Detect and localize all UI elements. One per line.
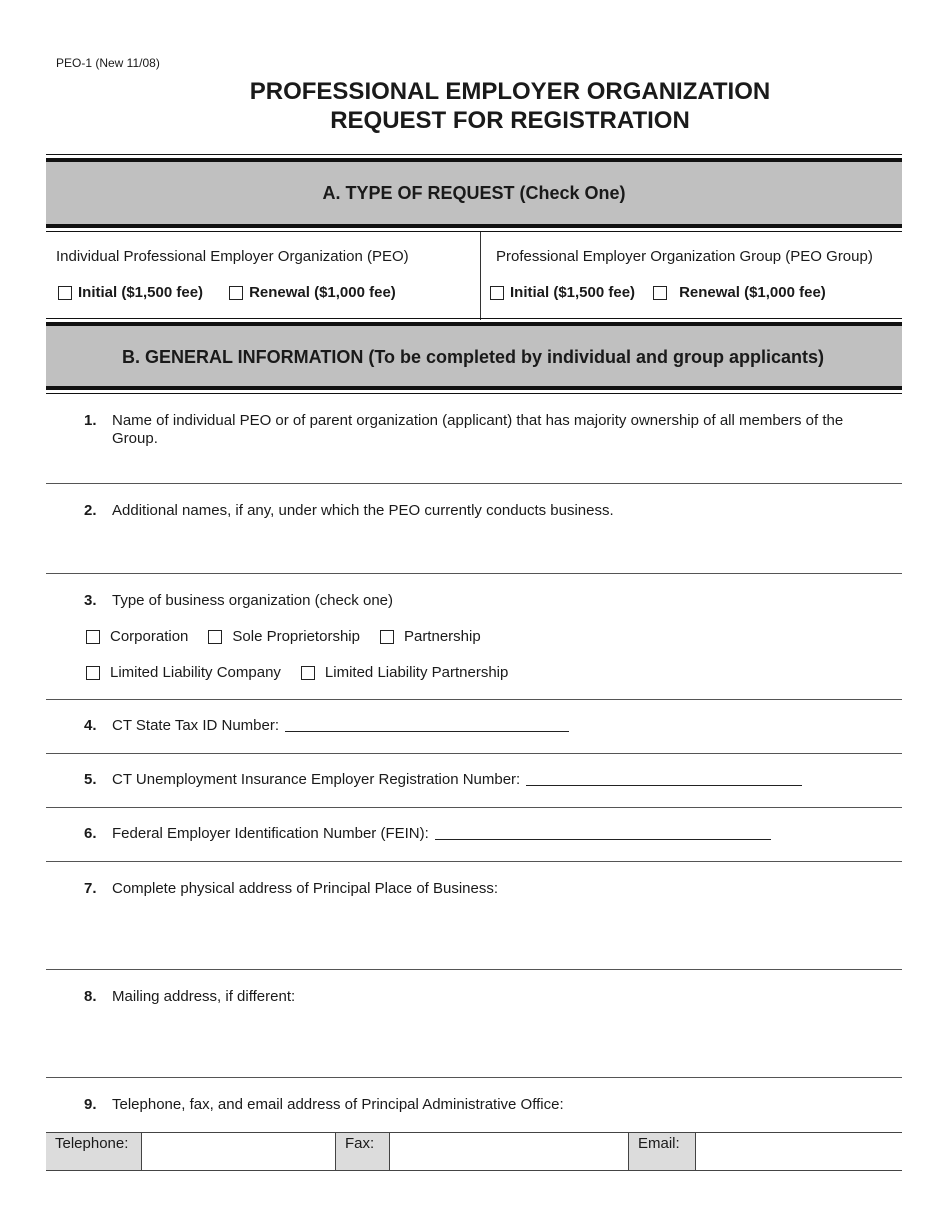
group-initial-option[interactable] xyxy=(490,284,635,301)
item-5 xyxy=(84,771,802,789)
item-1-text: Name of individual PEO or of parent organization (applicant) that has majority ownership of all members of the Group. xyxy=(112,412,844,447)
individual-peo-options xyxy=(58,284,396,301)
divider-4 xyxy=(46,753,902,754)
item-9-text: Telephone, fax, and email address of Principal Administrative Office: xyxy=(112,1096,564,1113)
org-type-llp[interactable] xyxy=(301,664,508,681)
fein-input[interactable] xyxy=(435,825,771,840)
divider-8 xyxy=(46,1077,902,1078)
item-8-number: 8. xyxy=(84,988,97,1005)
group-peo-heading: Professional Employer Organization Group (PEO Group) xyxy=(496,248,873,265)
telephone-input[interactable] xyxy=(142,1133,336,1170)
partnership-label: Partnership xyxy=(403,628,481,645)
group-renewal-checkbox[interactable] xyxy=(653,286,667,300)
individual-initial-option[interactable] xyxy=(58,284,203,301)
llp-checkbox[interactable] xyxy=(301,666,315,680)
divider-5 xyxy=(46,807,902,808)
fax-label: Fax: xyxy=(336,1133,390,1170)
column-divider xyxy=(480,232,481,320)
group-renewal-label: Renewal ($1,000 fee) xyxy=(679,284,826,301)
item-2 xyxy=(84,502,614,520)
item-6-text: Federal Employer Identification Number (FEIN): xyxy=(112,825,429,842)
section-b-header xyxy=(46,322,902,390)
divider-7 xyxy=(46,969,902,970)
item-9 xyxy=(84,1096,564,1114)
item-3 xyxy=(84,592,393,610)
partnership-checkbox[interactable] xyxy=(380,630,394,644)
item-2-text: Additional names, if any, under which the PEO currently conducts business. xyxy=(112,502,614,519)
item-6-number: 6. xyxy=(84,825,97,842)
divider-3 xyxy=(46,699,902,700)
individual-peo-heading: Individual Professional Employer Organization (PEO) xyxy=(56,248,409,265)
item-7 xyxy=(84,880,498,898)
item-3-number: 3. xyxy=(84,592,97,609)
contact-table xyxy=(46,1132,902,1171)
org-type-partnership[interactable] xyxy=(380,628,481,645)
item-5-text: CT Unemployment Insurance Employer Registration Number: xyxy=(112,771,521,788)
group-renewal-option[interactable] xyxy=(653,284,826,301)
fax-input[interactable] xyxy=(390,1133,629,1170)
group-peo-options xyxy=(490,284,826,301)
individual-renewal-label: Renewal ($1,000 fee) xyxy=(249,284,396,301)
item-3-text: Type of business organization (check one) xyxy=(112,592,393,609)
sole-proprietorship-checkbox[interactable] xyxy=(208,630,222,644)
item-7-number: 7. xyxy=(84,880,97,897)
group-initial-checkbox[interactable] xyxy=(490,286,504,300)
section-a-header xyxy=(46,158,902,228)
llc-label: Limited Liability Company xyxy=(110,664,281,681)
org-type-sole-proprietorship[interactable] xyxy=(208,628,360,645)
item-4-text: CT State Tax ID Number: xyxy=(112,717,280,734)
divider-1 xyxy=(46,483,902,484)
group-initial-label: Initial ($1,500 fee) xyxy=(510,284,636,301)
item-5-number: 5. xyxy=(84,771,97,788)
item-8 xyxy=(84,988,295,1006)
ct-ui-registration-input[interactable] xyxy=(526,771,802,786)
form-id: PEO-1 (New 11/08) xyxy=(56,56,160,70)
item-4-number: 4. xyxy=(84,717,97,734)
item-2-number: 2. xyxy=(84,502,97,519)
email-input[interactable] xyxy=(696,1133,902,1170)
individual-initial-label: Initial ($1,500 fee) xyxy=(78,284,204,301)
divider-6 xyxy=(46,861,902,862)
page-title-line2: REQUEST FOR REGISTRATION xyxy=(330,107,690,134)
item-7-text: Complete physical address of Principal Place of Business: xyxy=(112,880,499,897)
individual-renewal-option[interactable] xyxy=(229,284,396,301)
item-4 xyxy=(84,717,569,735)
sole-proprietorship-label: Sole Proprietorship xyxy=(232,628,360,645)
llp-label: Limited Liability Partnership xyxy=(324,664,509,681)
org-type-corporation[interactable] xyxy=(86,628,188,645)
item-1 xyxy=(84,412,884,448)
org-type-row-1 xyxy=(86,628,501,645)
section-a-title: A. TYPE OF REQUEST (Check One) xyxy=(322,183,626,203)
corporation-checkbox[interactable] xyxy=(86,630,100,644)
item-1-number: 1. xyxy=(84,412,97,429)
item-9-number: 9. xyxy=(84,1096,97,1113)
divider-2 xyxy=(46,573,902,574)
ct-tax-id-input[interactable] xyxy=(285,717,569,732)
page-title-line1: PROFESSIONAL EMPLOYER ORGANIZATION xyxy=(249,78,771,105)
telephone-label: Telephone: xyxy=(46,1133,142,1170)
org-type-llc[interactable] xyxy=(86,664,281,681)
section-b-title: B. GENERAL INFORMATION (To be completed by individual and group applicants) xyxy=(122,347,825,367)
org-type-row-2 xyxy=(86,664,528,681)
item-8-text: Mailing address, if different: xyxy=(112,988,296,1005)
email-label: Email: xyxy=(629,1133,696,1170)
corporation-label: Corporation xyxy=(110,628,189,645)
llc-checkbox[interactable] xyxy=(86,666,100,680)
individual-renewal-checkbox[interactable] xyxy=(229,286,243,300)
item-6 xyxy=(84,825,771,843)
individual-initial-checkbox[interactable] xyxy=(58,286,72,300)
